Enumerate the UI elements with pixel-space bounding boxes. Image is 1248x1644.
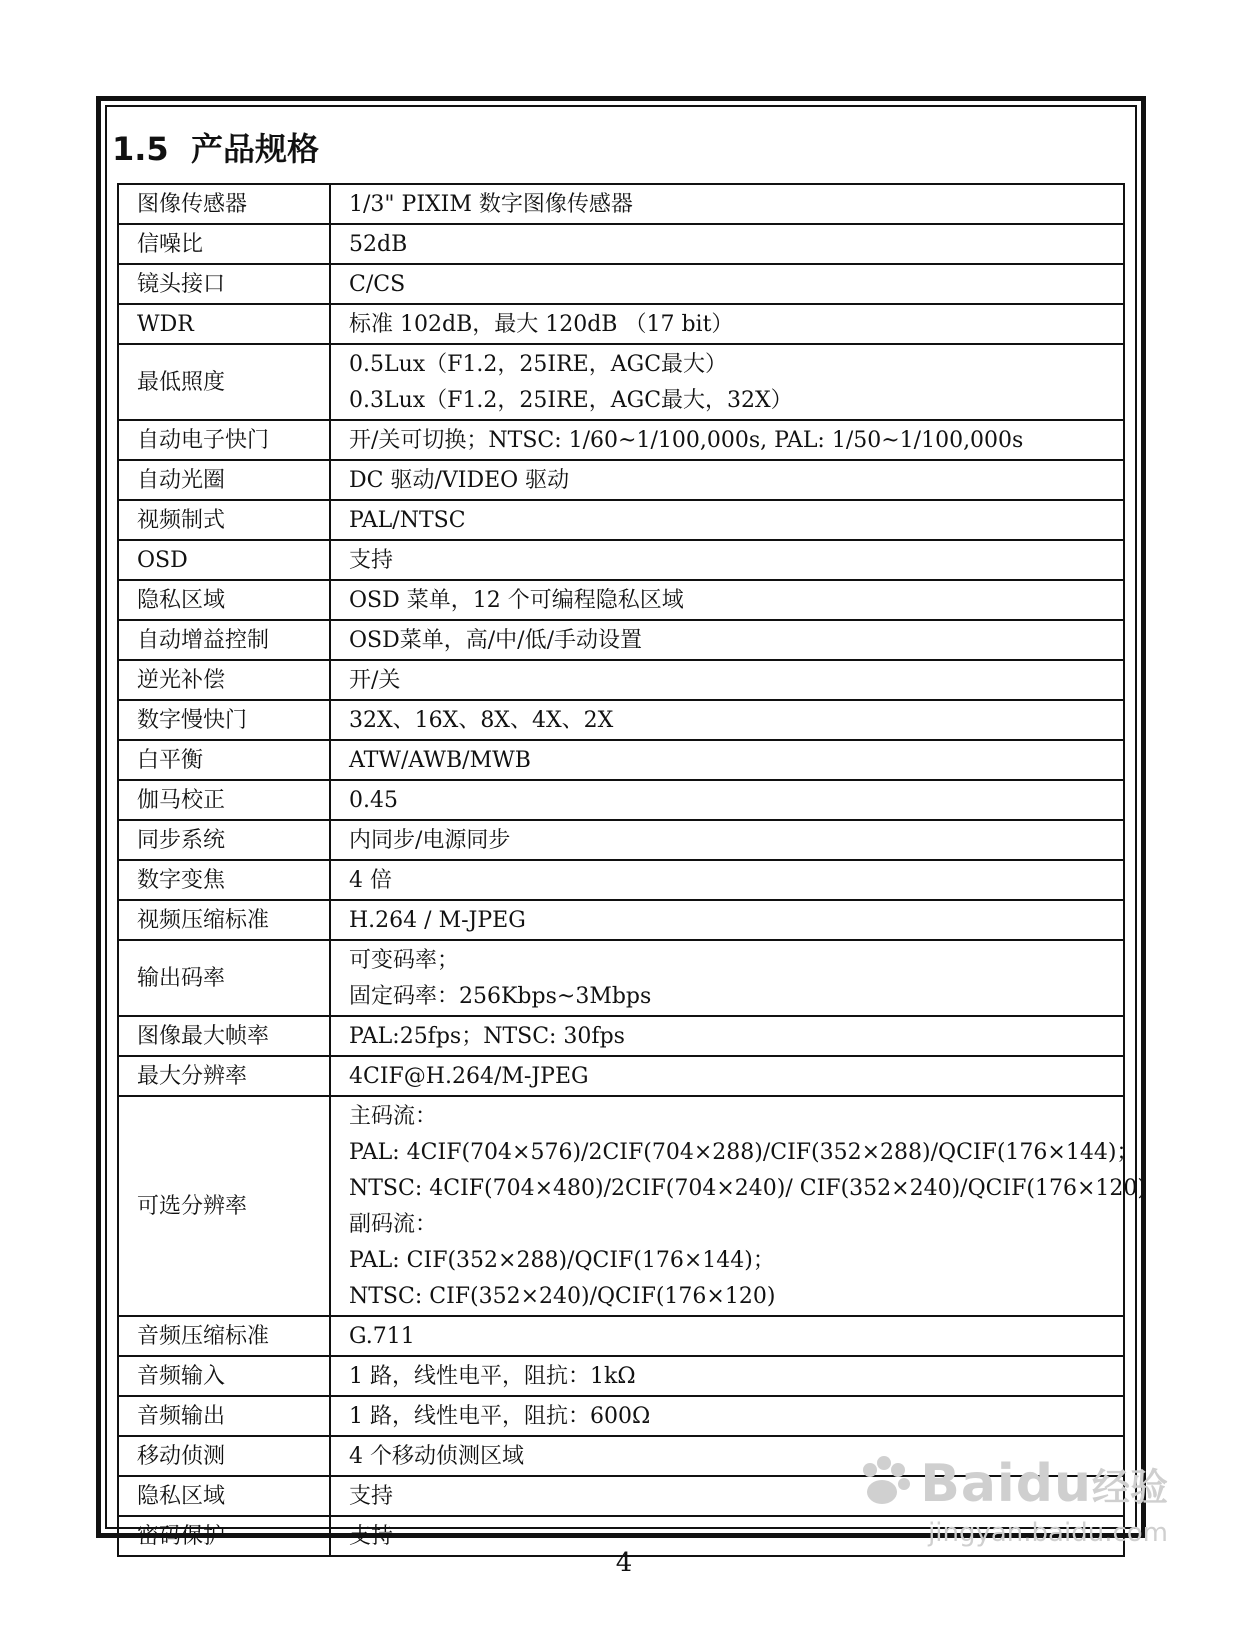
spec-label: 音频压缩标准 <box>118 1316 330 1356</box>
watermark <box>854 1452 1168 1548</box>
spec-value <box>330 344 1124 420</box>
spec-row <box>118 860 1124 900</box>
spec-label: 最低照度 <box>118 344 330 420</box>
spec-row <box>118 540 1124 580</box>
spec-value <box>330 1016 1124 1056</box>
spec-label: 音频输出 <box>118 1396 330 1436</box>
spec-value <box>330 940 1124 1016</box>
spec-value <box>330 1356 1124 1396</box>
spec-value <box>330 420 1124 460</box>
spec-value-line: PAL: 4CIF(704×576)/2CIF(704×288)/CIF(352×288)/QCIF(176×144)； <box>349 1140 1139 1165</box>
spec-value <box>330 304 1124 344</box>
spec-row <box>118 1056 1124 1096</box>
spec-value-line: 1 路，线性电平，阻抗：600Ω <box>349 1404 651 1429</box>
spec-row <box>118 580 1124 620</box>
page-number: 4 <box>615 1548 633 1578</box>
spec-value-line: H.264 / M-JPEG <box>349 908 526 933</box>
spec-label: 逆光补偿 <box>118 660 330 700</box>
spec-row <box>118 820 1124 860</box>
watermark-brand: Baidu <box>920 1454 1092 1514</box>
spec-label: 数字慢快门 <box>118 700 330 740</box>
spec-value-line: 4 个移动侦测区域 <box>349 1444 524 1469</box>
spec-value <box>330 540 1124 580</box>
spec-value-line: ATW/AWB/MWB <box>349 748 531 773</box>
spec-value-line: 支持 <box>349 1484 394 1509</box>
spec-value-line: PAL/NTSC <box>349 508 466 533</box>
watermark-url: jingyan.baidu.com <box>928 1518 1168 1548</box>
spec-label: 自动增益控制 <box>118 620 330 660</box>
spec-label: 密码保护 <box>118 1516 330 1556</box>
spec-row <box>118 620 1124 660</box>
spec-label: 隐私区域 <box>118 580 330 620</box>
spec-value-line: 32X、16X、8X、4X、2X <box>349 708 614 733</box>
paw-icon <box>854 1452 914 1516</box>
spec-label: OSD <box>118 540 330 580</box>
spec-label: 音频输入 <box>118 1356 330 1396</box>
watermark-subtitle: 经验 <box>1091 1465 1168 1510</box>
spec-value-line: 支持 <box>349 1524 394 1549</box>
spec-label: 输出码率 <box>118 940 330 1016</box>
spec-row <box>118 460 1124 500</box>
spec-value-line: 开/关可切换；NTSC: 1/60~1/100,000s, PAL: 1/50~1/100,000s <box>349 428 1024 453</box>
spec-label: 可选分辨率 <box>118 1096 330 1316</box>
spec-value-line: 4 倍 <box>349 868 392 893</box>
spec-label: 图像传感器 <box>118 184 330 224</box>
spec-value-line: 52dB <box>349 232 408 257</box>
spec-row <box>118 420 1124 460</box>
spec-value-line: NTSC: 4CIF(704×480)/2CIF(704×240)/ CIF(352×240)/QCIF(176×120) <box>349 1176 1146 1201</box>
spec-row <box>118 700 1124 740</box>
spec-value <box>330 224 1124 264</box>
spec-value <box>330 820 1124 860</box>
spec-label: 白平衡 <box>118 740 330 780</box>
spec-value <box>330 660 1124 700</box>
spec-value <box>330 780 1124 820</box>
spec-value-line: PAL:25fps；NTSC: 30fps <box>349 1024 625 1049</box>
spec-row <box>118 1316 1124 1356</box>
spec-label: 隐私区域 <box>118 1476 330 1516</box>
spec-value <box>330 1096 1146 1316</box>
spec-value-line: DC 驱动/VIDEO 驱动 <box>349 468 570 493</box>
spec-row <box>118 1096 1124 1316</box>
spec-value-line: C/CS <box>349 272 406 297</box>
spec-row <box>118 1356 1124 1396</box>
spec-label: 同步系统 <box>118 820 330 860</box>
spec-value <box>330 1056 1124 1096</box>
spec-label: 视频压缩标准 <box>118 900 330 940</box>
spec-value <box>330 620 1124 660</box>
spec-value <box>330 700 1124 740</box>
spec-value <box>330 1396 1124 1436</box>
spec-value-line: NTSC: CIF(352×240)/QCIF(176×120) <box>349 1284 776 1309</box>
spec-label: 图像最大帧率 <box>118 1016 330 1056</box>
spec-row <box>118 344 1124 420</box>
spec-label: 数字变焦 <box>118 860 330 900</box>
spec-row <box>118 1016 1124 1056</box>
spec-row <box>118 1396 1124 1436</box>
spec-value <box>330 264 1124 304</box>
spec-value-line: 0.5Lux（F1.2，25IRE，AGC最大） <box>349 352 728 377</box>
spec-label: WDR <box>118 304 330 344</box>
spec-row <box>118 304 1124 344</box>
spec-value-line: 主码流： <box>349 1104 438 1129</box>
spec-label: 自动光圈 <box>118 460 330 500</box>
spec-value <box>330 1316 1124 1356</box>
section-title <box>112 124 319 170</box>
spec-row <box>118 740 1124 780</box>
spec-value-line: OSD 菜单，12 个可编程隐私区域 <box>349 588 684 613</box>
spec-label: 最大分辨率 <box>118 1056 330 1096</box>
spec-value <box>330 460 1124 500</box>
spec-row <box>118 940 1124 1016</box>
spec-value-line: G.711 <box>349 1324 415 1349</box>
spec-value-line: 内同步/电源同步 <box>349 828 511 853</box>
spec-value-line: 副码流： <box>349 1212 438 1237</box>
spec-value-line: 0.45 <box>349 788 398 813</box>
spec-value-line: 固定码率：256Kbps~3Mbps <box>349 984 652 1009</box>
spec-row <box>118 224 1124 264</box>
spec-value-line: 支持 <box>349 548 394 573</box>
spec-value-line: 1 路，线性电平，阻抗：1kΩ <box>349 1364 636 1389</box>
spec-value <box>330 184 1124 224</box>
section-title-text: 产品规格 <box>190 130 319 168</box>
spec-value <box>330 580 1124 620</box>
spec-value <box>330 740 1124 780</box>
spec-row <box>118 900 1124 940</box>
spec-value <box>330 860 1124 900</box>
spec-row <box>118 264 1124 304</box>
spec-value-line: 1/3" PIXIM 数字图像传感器 <box>349 192 633 217</box>
spec-row <box>118 780 1124 820</box>
spec-label: 视频制式 <box>118 500 330 540</box>
spec-row <box>118 660 1124 700</box>
section-number: 1.5 <box>112 130 169 168</box>
spec-value-line: OSD菜单，高/中/低/手动设置 <box>349 628 642 653</box>
spec-value-line: 标准 102dB，最大 120dB （17 bit） <box>349 312 734 337</box>
spec-label: 伽马校正 <box>118 780 330 820</box>
spec-label: 自动电子快门 <box>118 420 330 460</box>
spec-label: 镜头接口 <box>118 264 330 304</box>
spec-value <box>330 900 1124 940</box>
spec-label: 信噪比 <box>118 224 330 264</box>
spec-value-line: PAL: CIF(352×288)/QCIF(176×144)； <box>349 1248 775 1273</box>
spec-value <box>330 500 1124 540</box>
spec-value-line: 4CIF@H.264/M-JPEG <box>349 1064 589 1089</box>
spec-value-line: 开/关 <box>349 668 401 693</box>
spec-value-line: 可变码率； <box>349 948 460 973</box>
spec-row <box>118 500 1124 540</box>
spec-row <box>118 184 1124 224</box>
spec-label: 移动侦测 <box>118 1436 330 1476</box>
spec-value-line: 0.3Lux（F1.2，25IRE，AGC最大，32X） <box>349 388 793 413</box>
